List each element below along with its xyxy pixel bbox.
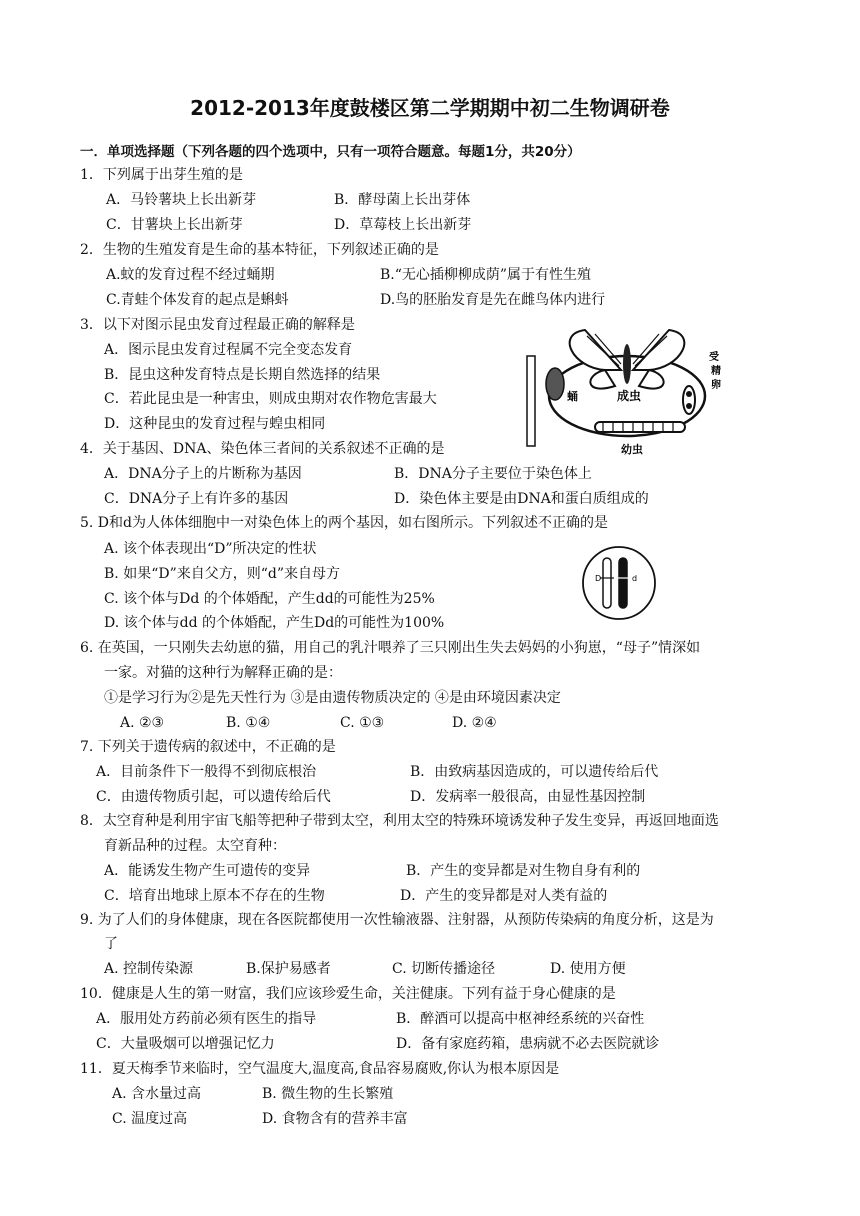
option-a: A．DNA分子上的片断称为基因 xyxy=(104,466,302,482)
question-stem: 1．下列属于出芽生殖的是 xyxy=(80,167,243,183)
option-b: B．由致病基因造成的，可以遗传给后代 xyxy=(410,764,659,780)
option-c: C.青蛙个体发育的起点是蝌蚪 xyxy=(106,292,289,308)
option-b: B.“无心插柳柳成荫”属于有性生殖 xyxy=(380,267,592,283)
option-a: A．马铃薯块上长出新芽 xyxy=(106,192,257,208)
option-d: D．备有家庭药箱，患病就不必去医院就诊 xyxy=(396,1036,660,1052)
option-b: B. ①④ xyxy=(226,715,271,731)
statement-list: ①是学习行为②是先天性行为 ③是由遗传物质决定的 ④是由环境因素决定 xyxy=(104,690,561,706)
option-d: D. ②④ xyxy=(452,715,497,731)
question-stem: 10．健康是人生的第一财富，我们应该珍爱生命，关注健康。下列有益于身心健康的是 xyxy=(80,986,616,1002)
option-c: C. 切断传播途径 xyxy=(392,961,496,977)
question-stem: 7. 下列关于遗传病的叙述中，不正确的是 xyxy=(80,739,336,755)
option-c: C．若此昆虫是一种害虫，则成虫期对农作物危害最大 xyxy=(104,391,437,407)
option-b: B.保护易感者 xyxy=(246,961,331,977)
pupa-label: 蛹 xyxy=(567,390,578,403)
option-c: C. 温度过高 xyxy=(112,1111,188,1127)
adult-label: 成虫 xyxy=(617,389,642,403)
option-a: A. 含水量过高 xyxy=(112,1086,202,1102)
option-a: A. 该个体表现出“D”所决定的性状 xyxy=(104,541,317,557)
option-d: D．产生的变异都是对人类有益的 xyxy=(400,888,608,904)
question-stem: 2．生物的生殖发育是生命的基本特征，下列叙述正确的是 xyxy=(80,242,439,258)
egg-label-1: 受 xyxy=(709,352,719,363)
option-b: B. 微生物的生长繁殖 xyxy=(262,1086,394,1102)
chromosome-figure xyxy=(578,544,660,622)
gene-D-label: D xyxy=(595,574,602,583)
option-b: B．酵母菌上长出芽体 xyxy=(334,192,471,208)
question-stem: 11．夏天梅季节来临时，空气温度大,温度高,食品容易腐败,你认为根本原因是 xyxy=(80,1061,560,1077)
option-c: C．DNA分子上有许多的基因 xyxy=(104,491,289,507)
option-a: A．图示昆虫发育过程属不完全变态发育 xyxy=(104,342,353,358)
option-a: A．目前条件下一般得不到彻底根治 xyxy=(96,764,317,780)
question-stem-cont: 一家。对猫的这种行为解释正确的是： xyxy=(104,665,342,681)
option-d: D．这种昆虫的发育过程与蝗虫相同 xyxy=(104,416,326,432)
option-d: D. 该个体与dd 的个体婚配，产生Dd的可能性为100% xyxy=(104,615,445,631)
question-stem: 4．关于基因、DNA、染色体三者间的关系叙述不正确的是 xyxy=(80,441,445,457)
option-b: B．DNA分子主要位于染色体上 xyxy=(394,466,592,482)
option-a: A．能诱发生物产生可遗传的变异 xyxy=(104,863,311,879)
question-stem: 5. D和d为人体体细胞中一对染色体上的两个基因，如右图所示。下列叙述不正确的是 xyxy=(80,515,608,531)
option-d: D．发病率一般很高，由显性基因控制 xyxy=(410,789,646,805)
option-d: D．草莓枝上长出新芽 xyxy=(334,217,472,233)
option-c: C. 该个体与Dd 的个体婚配，产生dd的可能性为25% xyxy=(104,591,435,607)
option-b: B．昆虫这种发育特点是长期自然选择的结果 xyxy=(104,367,381,383)
question-stem-cont: 了 xyxy=(104,936,118,952)
option-b: B．产生的变异都是对生物自身有利的 xyxy=(406,863,641,879)
question-stem: 9. 为了人们的身体健康，现在各医院都使用一次性输液器、注射器，从预防传染病的角度分析，这是为 xyxy=(80,912,714,928)
insect-life-cycle-figure xyxy=(525,326,730,458)
option-d: D. 使用方便 xyxy=(550,961,626,977)
larva-label: 幼虫 xyxy=(621,443,643,456)
option-a: A.蚊的发育过程不经过蛹期 xyxy=(106,267,275,283)
option-b: B．醉酒可以提高中枢神经系统的兴奋性 xyxy=(396,1011,645,1027)
question-stem: 8．太空育种是利用宇宙飞船等把种子带到太空，利用太空的特殊环境诱发种子发生变异，再返回地面选 xyxy=(80,813,719,829)
question-stem: 3．以下对图示昆虫发育过程最正确的解释是 xyxy=(80,317,355,333)
page-title: 2012-2013年度鼓楼区第二学期期中初二生物调研卷 xyxy=(190,96,670,120)
egg-label-2: 精 xyxy=(711,366,721,377)
option-a: A. 控制传染源 xyxy=(104,961,194,977)
option-d: D. 食物含有的营养丰富 xyxy=(262,1111,408,1127)
option-a: A．服用处方药前必须有医生的指导 xyxy=(96,1011,317,1027)
option-d: D.鸟的胚胎发育是先在雌鸟体内进行 xyxy=(380,292,606,308)
option-a: A. ②③ xyxy=(120,715,165,731)
option-c: C．由遗传物质引起，可以遗传给后代 xyxy=(96,789,331,805)
option-b: B. 如果“D”来自父方，则“d”来自母方 xyxy=(104,566,341,582)
option-d: D．染色体主要是由DNA和蛋白质组成的 xyxy=(394,491,649,507)
option-c: C．大量吸烟可以增强记忆力 xyxy=(96,1036,275,1052)
option-c: C．甘薯块上长出新芽 xyxy=(106,217,243,233)
option-c: C．培育出地球上原本不存在的生物 xyxy=(104,888,325,904)
egg-label-3: 卵 xyxy=(711,380,721,391)
question-stem: 6. 在英国，一只刚失去幼崽的猫，用自己的乳汁喂养了三只刚出生失去妈妈的小狗崽，“母子”情深如 xyxy=(80,640,701,656)
question-stem-cont: 育新品种的过程。太空育种： xyxy=(104,838,286,854)
option-c: C. ①③ xyxy=(340,715,385,731)
section-heading: 一．单项选择题（下列各题的四个选项中，只有一项符合题意。每题1分，共20分） xyxy=(80,144,581,160)
gene-d-label: d xyxy=(632,574,638,583)
